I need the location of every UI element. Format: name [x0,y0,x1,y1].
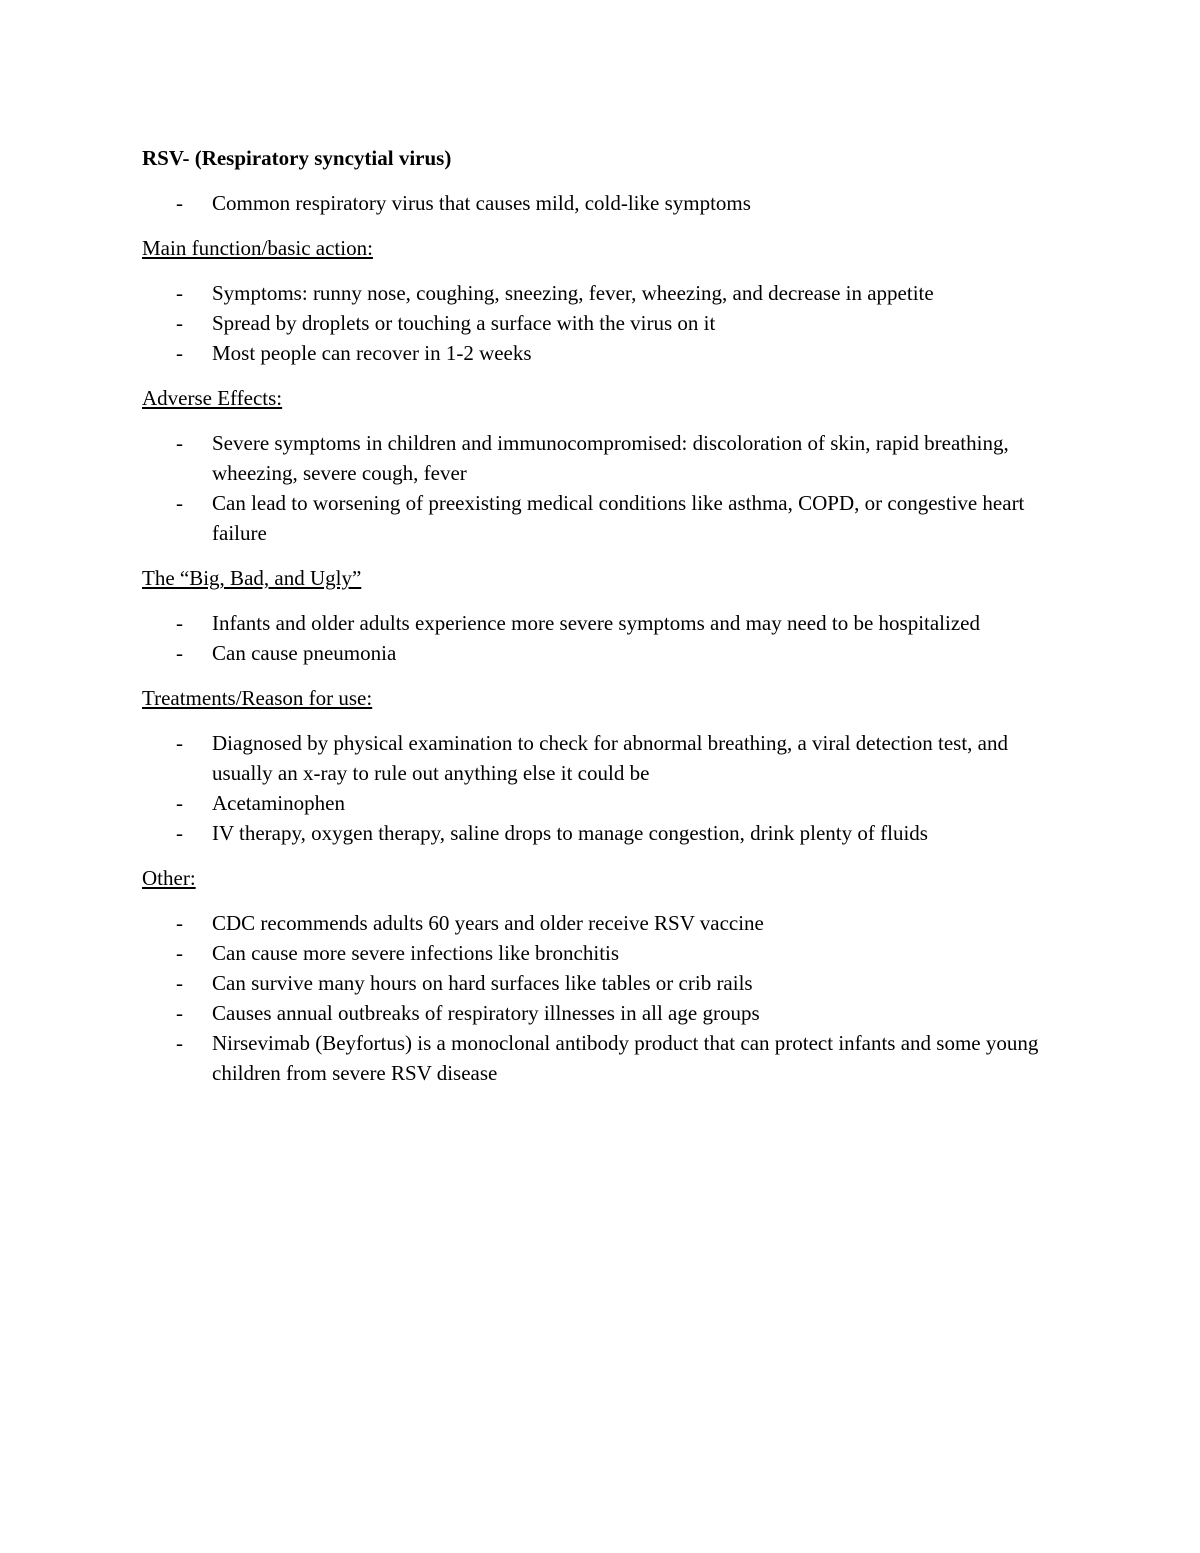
dash-bullet: - [176,971,183,995]
list-item-text: IV therapy, oxygen therapy, saline drops to manage congestion, drink plenty of fluids [212,821,928,845]
section-heading-adverse-effects: Adverse Effects: [142,386,283,410]
dash-bullet: - [176,431,183,455]
list-item [142,818,1042,848]
list-item [142,998,1042,1028]
list-item-text: Can cause pneumonia [212,641,397,665]
list-item-text: Can cause more severe infections like bronchitis [212,941,620,965]
list-item-text: Diagnosed by physical examination to check for abnormal breathing, a viral detection test, and usually an x-ray to rule out anything else it could be [212,731,1008,785]
list-item-text: Most people can recover in 1-2 weeks [212,341,532,365]
section-heading-main-function: Main function/basic action: [142,236,373,260]
list-item [142,608,1042,638]
dash-bullet: - [176,911,183,935]
section-heading-big-bad-ugly: The “Big, Bad, and Ugly” [142,566,362,590]
list-item-text: Symptoms: runny nose, coughing, sneezing, fever, wheezing, and decrease in appetite [212,281,934,305]
list-item-text: Can survive many hours on hard surfaces like tables or crib rails [212,971,753,995]
dash-bullet: - [176,491,183,515]
list-item [142,338,1042,368]
dash-bullet: - [176,731,183,755]
dash-bullet: - [176,1001,183,1025]
dash-bullet: - [176,941,183,965]
dash-bullet: - [176,1031,183,1055]
list-item [142,728,1042,788]
list-item-text: Common respiratory virus that causes mild, cold-like symptoms [212,191,751,215]
document-content [142,143,1042,1103]
list-item [142,428,1042,488]
dash-bullet: - [176,311,183,335]
dash-bullet: - [176,791,183,815]
section-list-other [142,908,1042,1088]
list-item [142,278,1042,308]
list-item [142,488,1042,548]
list-item [142,938,1042,968]
list-item [142,638,1042,668]
section-list-adverse-effects [142,428,1042,548]
document-title: RSV- (Respiratory syncytial virus) [142,146,452,170]
list-item [142,1028,1042,1088]
list-item [142,788,1042,818]
section-heading-treatments: Treatments/Reason for use: [142,686,373,710]
list-item [142,968,1042,998]
section-list-big-bad-ugly [142,608,1042,668]
list-item-text: Can lead to worsening of preexisting medical conditions like asthma, COPD, or congestive heart failure [212,491,1025,545]
section-list-treatments [142,728,1042,848]
intro-list [142,188,1042,218]
section-heading-other: Other: [142,866,196,890]
dash-bullet: - [176,281,183,305]
list-item [142,908,1042,938]
list-item-text: Acetaminophen [212,791,345,815]
list-item [142,188,1042,218]
dash-bullet: - [176,641,183,665]
dash-bullet: - [176,821,183,845]
list-item-text: Causes annual outbreaks of respiratory illnesses in all age groups [212,1001,760,1025]
list-item-text: CDC recommends adults 60 years and older receive RSV vaccine [212,911,764,935]
dash-bullet: - [176,611,183,635]
list-item-text: Severe symptoms in children and immunocompromised: discoloration of skin, rapid breathing, wheezing, severe cough, fever [212,431,1009,485]
list-item [142,308,1042,338]
list-item-text: Infants and older adults experience more severe symptoms and may need to be hospitalized [212,611,980,635]
dash-bullet: - [176,341,183,365]
list-item-text: Spread by droplets or touching a surface with the virus on it [212,311,716,335]
list-item-text: Nirsevimab (Beyfortus) is a monoclonal antibody product that can protect infants and some young children from severe RSV disease [212,1031,1039,1085]
dash-bullet: - [176,191,183,215]
section-list-main-function [142,278,1042,368]
